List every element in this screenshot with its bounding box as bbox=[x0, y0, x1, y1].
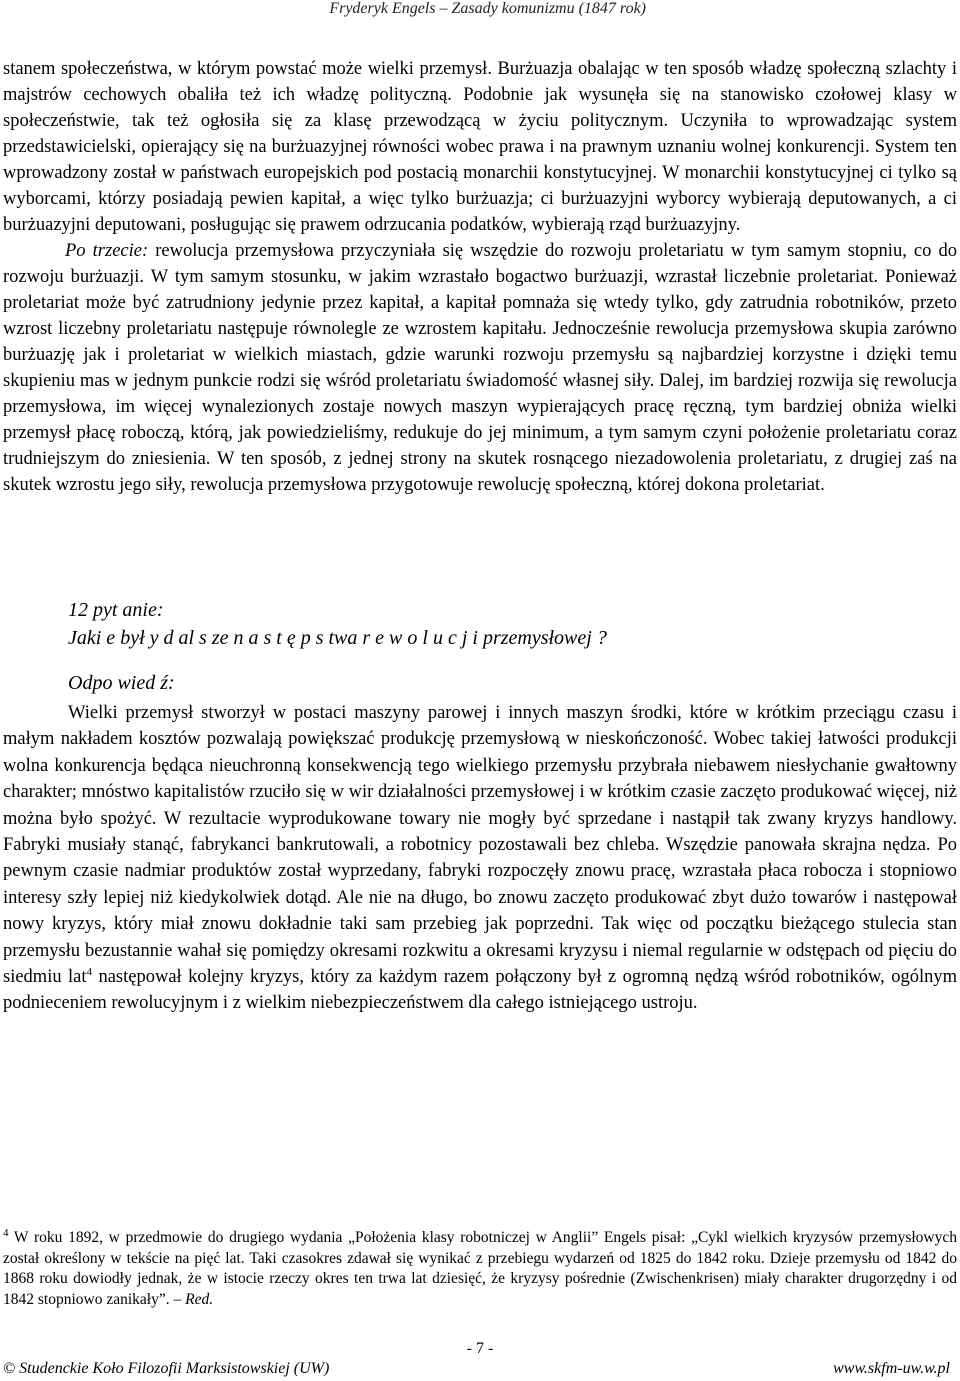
answer-body-end: następował kolejny kryzys, który za każdym razem połączony był z ogromną nędzą wśród robotników, ogólnym podnieceniem rewolucyjnym i z wielkim niebezpieczeństwem dla całego istniejącego ustroju. bbox=[3, 967, 957, 1014]
question-number: 12 pyt anie: bbox=[68, 599, 164, 621]
footnote-marker: 4 bbox=[3, 1226, 9, 1239]
footer-copyright: © Studenckie Koło Filozofii Marksistowskiej (UW) bbox=[3, 1360, 330, 1377]
footnote-editor: Red. bbox=[185, 1290, 214, 1308]
paragraph-body: rewolucja przemysłowa przyczyniała się wszędzie do rozwoju proletariatu w tym samym stopniu, co do rozwoju burżuazji. W tym samym stosunku, w jakim wzrastało bogactwo burżuazji, wzrastał liczebnie proletariat. Ponieważ proletariat może być zatrudniony jedynie przez kapitał, a kapitał pomnaża się wtedy tylko, gdy zatrudnia robotników, przeto wzrost liczebny proletariatu następuje równolegle ze wzrostem kapitału. Jednocześnie rewolucja przemysłowa skupia zarówno burżuazję jak i proletariat w wielkich miastach, gdzie warunki rozwoju przemysłu są najbardziej korzystne i dzięki temu skupieniu mas w jednym punkcie rodzi się wśród proletariatu świadomość własnej siły. Dalej, im bardziej rozwija się rewolucja przemysłowa, im więcej wynalezionych zostaje nowych maszyn wypierających pracę ręczną, tym bardziej obniża wielki przemysł płacę roboczą, którą, jak powiedzieliśmy, redukuje do jej minimum, a tym samym czyni położenie proletariatu coraz trudniejszym do zniesienia. W ten sposób, z jednej strony na skutek rosnącego niezadowolenia proletariatu, z drugiej zaś na skutek wzrostu jego siły, rewolucja przemysłowa przygotowuje rewolucję społeczną, której dokona proletariat. bbox=[3, 241, 957, 495]
footnote-reference: 4 bbox=[86, 965, 93, 978]
question-text: Jaki e był y d al s ze n a s t ę p s twa r e w o l u c j i przemysłowej ? bbox=[68, 627, 607, 649]
paragraph bbox=[3, 700, 957, 1017]
paragraph bbox=[3, 238, 957, 498]
running-header: Fryderyk Engels – Zasady komunizmu (1847 rok) bbox=[329, 0, 646, 17]
paragraph-lead: Po trzecie: bbox=[65, 241, 149, 261]
page-number: - 7 - bbox=[466, 1340, 494, 1357]
footnote bbox=[3, 1228, 957, 1310]
answer-label: Odpo wied ź: bbox=[68, 672, 175, 694]
footnote-text: W roku 1892, w przedmowie do drugiego wydania „Położenia klasy robotniczej w Anglii” Engels pisał: „Cykl wielkich kryzysów przemysłowych został określony w tekście na pięć lat. Taki czasokres zdawał się wynikać z przebiegu wydarzeń od 1825 do 1842 roku. Dzieje przemysłu od 1842 do 1868 roku dowiodły jednak, że w istocie rzeczy okres ten trwa lat dziesięć, że kryzysy pośrednie (Zwischenkrisen) miały charakter drugorzędny i od 1842 stopniowo zanikały”. – bbox=[3, 1229, 957, 1308]
question-block bbox=[68, 596, 948, 652]
answer-body: Wielki przemysł stworzył w postaci maszyny parowej i innych maszyn środki, które w krótkim przeciągu czasu i małym nakładem kosztów pozwalają powiększać produkcję przemysłową w nieskończoność. Wobec takiej łatwości produkcji wolna konkurencja będąca nieuchronną konsekwencją tego wielkiego przemysłu przybrała niebawem niesłychanie gwałtowny charakter; mnóstwo kapitalistów rzuciło się w wir działalności przemysłowej i w krótkim czasie zaczęto produkować więcej, niż można było spożyć. W rezultacie wyprodukowane towary nie mogły być sprzedane i nastąpił tak zwany kryzys handlowy. Fabryki musiały stanąć, fabrykanci bankrutowali, a robotnicy pozostawali bez chleba. Wszędzie panowała skrajna nędza. Po pewnym czasie nadmiar produktów został wyprzedany, fabryki rozpoczęły znowu pracę, wzrastała płaca robocza i stopniowo interesy szły lepiej niż kiedykolwiek dotąd. Ale nie na długo, bo znowu zaczęto produkować zbyt dużo towarów i następował nowy kryzys, który miał znowu dokładnie taki sam przebieg jak poprzedni. Tak więc od początku bieżącego stulecia stan przemysłu bezustannie wahał się pomiędzy okresami rozkwitu a okresami kryzysu i niemal regularnie w odstępach od pięciu do siedmiu lat bbox=[3, 703, 957, 988]
main-text bbox=[3, 56, 957, 498]
paragraph: stanem społeczeństwa, w którym powstać może wielki przemysł. Burżuazja obalając w ten sposób władzę społeczną szlachty i majstrów cechowych obaliła też ich władzę polityczną. Podobnie jak wysunęła się na stanowisko czołowej klasy w społeczeństwie, tak też ogłosiła się za klasę przewodzącą w życiu politycznym. Uczyniła to wprowadzając system przedstawicielski, opierający się na burżuazyjnej równości wobec prawa i na prawnym uznaniu wolnej konkurencji. System ten wprowadzony został w państwach europejskich pod postacią monarchii konstytucyjnej. W monarchii konstytucyjnej ci tylko są wyborcami, którzy posiadają pewien kapitał, a więc tylko burżuazja; ci burżuazyjni wyborcy wybierają deputowanych, a ci burżuazyjni deputowani, posługując się prawem odrzucania podatków, wybierają rząd burżuazyjny. bbox=[3, 59, 957, 235]
answer-text bbox=[3, 700, 957, 1017]
footer-url: www.skfm-uw.w.pl bbox=[833, 1360, 950, 1377]
